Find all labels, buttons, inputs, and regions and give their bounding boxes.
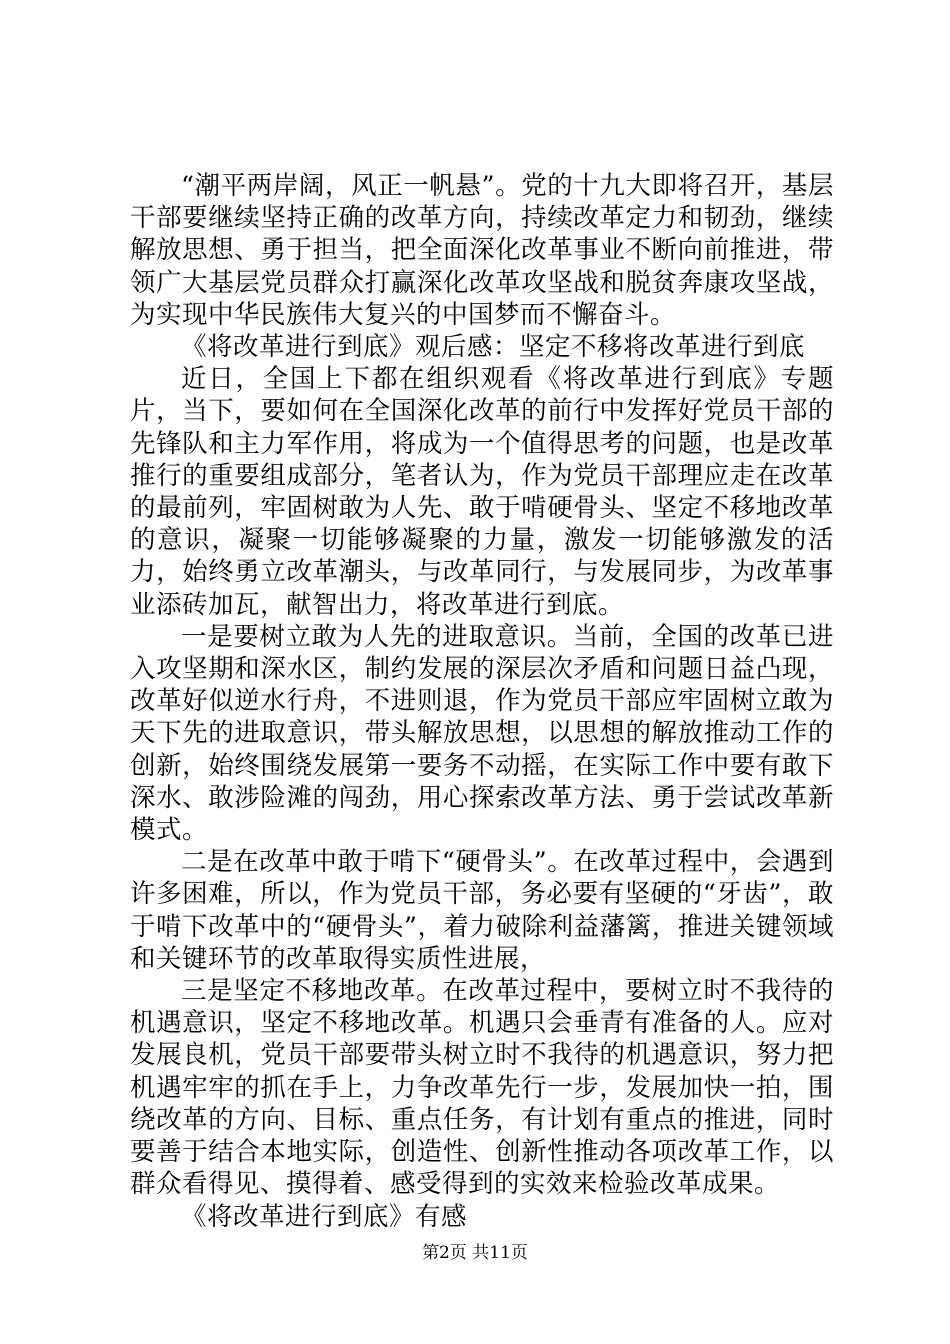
section-heading-1: 《将改革进行到底》观后感：坚定不移将改革进行到底 [181,332,806,363]
paragraph-5: 三是坚定不移地改革。在改革过程中，要树立时不我待的机遇意识，坚定不移地改革。机遇只会垂青有准备的人。应对发展良机，党员干部要带头树立时不我待的机遇意识，努力把机遇牢牢的抓在手上，力争改革先行一步，发展加快一拍，围绕改革的方向、目标、重点任务，有计划有重点的推进，同时要善于结合本地实际，创造性、创新性推动各项改革工作，以群众看得见、摸得着、感受得到的实效来检验改革成果。 [130,976,834,1200]
page-footer: 第2页 共11页 [422,1243,528,1263]
section-heading-2: 《将改革进行到底》有感 [181,1201,468,1232]
document-body [130,170,834,1233]
paragraph-4: 二是在改革中敢于啃下“硬骨头”。在改革过程中，会遇到许多困难，所以，作为党员干部，务必要有坚硬的“牙齿”，敢于啃下改革中的“硬骨头”，着力破除利益藩篱，推进关键领域和关键环节的改革取得实质性进展， [130,847,834,974]
paragraph-1: “潮平两岸阔，风正一帆悬”。党的十九大即将召开，基层干部要继续坚持正确的改革方向，持续改革定力和韧劲，继续解放思想、勇于担当，把全面深化改革事业不断向前推进，带领广大基层党员群众打赢深化改革攻坚战和脱贫奔康攻坚战，为实现中华民族伟大复兴的中国梦而不懈奋斗。 [130,171,834,330]
paragraph-2: 近日，全国上下都在组织观看《将改革进行到底》专题片，当下，要如何在全国深化改革的前行中发挥好党员干部的先锋队和主力军作用，将成为一个值得思考的问题，也是改革推行的重要组成部分，笔者认为，作为党员干部理应走在改革的最前列，牢固树敢为人先、敢于啃硬骨头、坚定不移地改革的意识，凝聚一切能够凝聚的力量，激发一切能够激发的活力，始终勇立改革潮头，与改革同行，与发展同步，为改革事业添砖加瓦，献智出力，将改革进行到底。 [130,364,834,620]
paragraph-3: 一是要树立敢为人先的进取意识。当前，全国的改革已进入攻坚期和深水区，制约发展的深层次矛盾和问题日益凸现，改革好似逆水行舟，不进则退，作为党员干部应牢固树立敢为天下先的进取意识，带头解放思想，以思想的解放推动工作的创新，始终围绕发展第一要务不动摇，在实际工作中要有敢下深水、敢涉险滩的闯劲，用心探索改革方法、勇于尝试改革新模式。 [130,621,834,846]
